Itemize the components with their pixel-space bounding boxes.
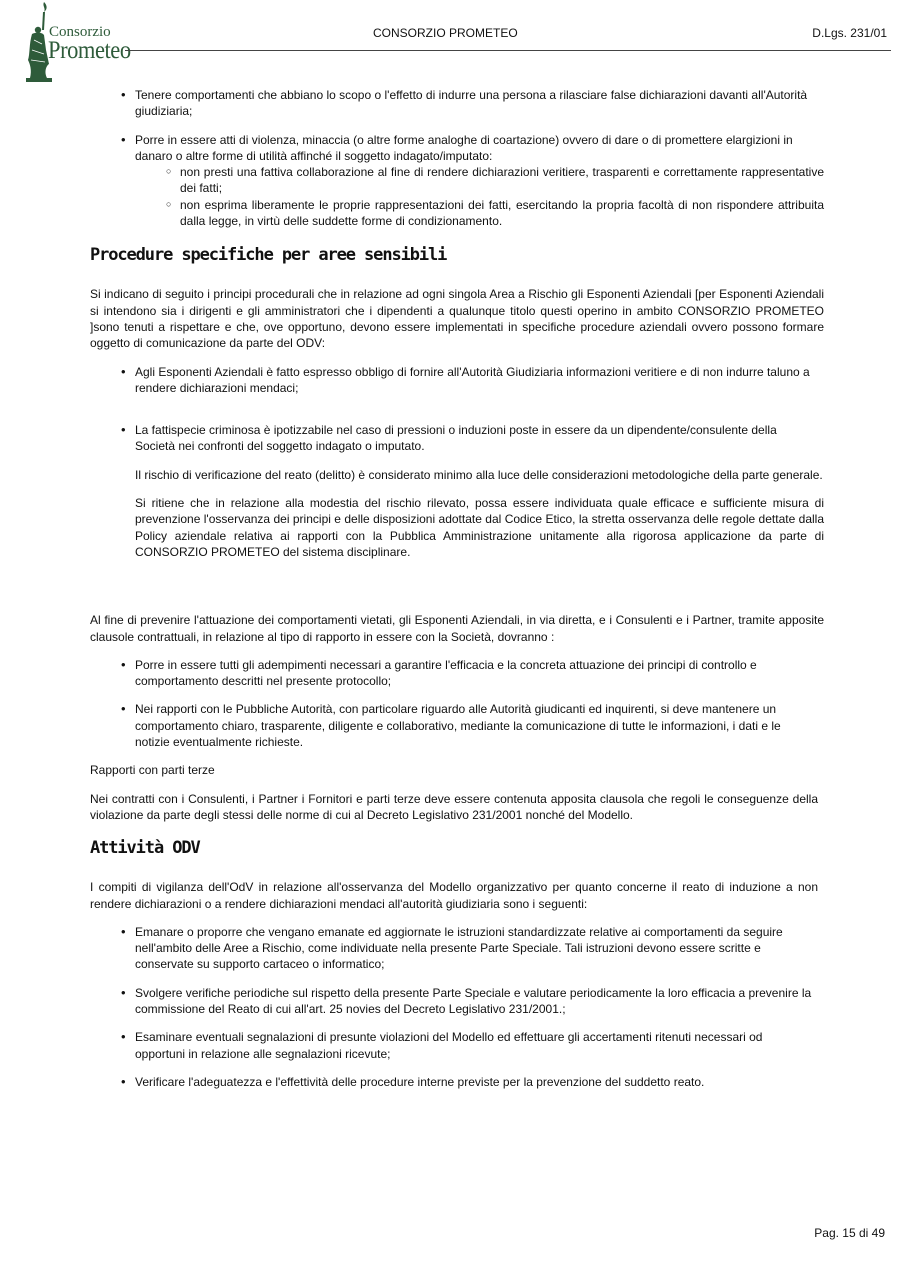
page-body	[90, 87, 824, 1090]
sub-list	[135, 164, 824, 229]
third-parties-text: Nei contratti con i Consulenti, i Partner i Fornitori e parti terze deve essere contenuta apposita clausola che regoli le conseguenze della violazione da parte degli stessi delle norme di cui al Decreto Legislativo 231/2001 nonché del Modello.	[90, 791, 818, 822]
list-item: • Porre in essere tutti gli adempimenti necessari a garantire l'efficacia e la concreta attuazione dei principi di controllo e comportamento descritti nel presente protocollo;	[90, 657, 824, 690]
consorzio-prometeo-logo	[20, 0, 132, 84]
section-title-odv: Attività ODV	[90, 838, 200, 859]
prevention-measure-text: Si ritiene che in relazione alla modestia del rischio rilevato, possa essere individuata quale efficace e sufficiente misura di prevenzione l'osservanza dei principi e delle disposizioni adottate dal Codice Etico, la stretta osservanza delle regole dettate dalla Policy aziendale relativa ai rapporti con la Pubblica Amministrazione unitamente alla rigorosa applicazione da parte di CONSORZIO PROMETEO del sistema disciplinare.	[135, 496, 824, 559]
list-item: • Emanare o proporre che vengano emanate ed aggiornate le istruzioni standardizzate relative ai comportamenti da seguire nell'ambito delle Aree a Rischio, come individuate nella presente Parte Speciale. Tali istruzioni devono essere scritte e conservate su supporto cartaceo o informatico;	[90, 924, 824, 973]
prohibited-conduct-list	[90, 87, 824, 229]
list-item: • Svolgere verifiche periodiche sul rispetto della presente Parte Speciale e valutare periodicamente la loro efficacia a prevenire la commissione del Reato di cui all'art. 25 novies del Decreto Legislativo 231/2001.;	[90, 985, 824, 1018]
logo-text-top: Consorzio	[49, 24, 111, 40]
section-title-procedures: Procedure specifiche per aree sensibili	[90, 245, 447, 266]
header-org-name: CONSORZIO PROMETEO	[373, 26, 518, 40]
list-item: • Esaminare eventuali segnalazioni di presunte violazioni del Modello ed effettuare gli accertamenti ritenuti necessari od opportuni in relazione alle segnalazioni ricevute;	[90, 1029, 824, 1062]
list-item-text: Porre in essere atti di violenza, minaccia (o altre forme analoghe di coartazione) ovvero di dare o di promettere elargizioni in danaro o altre forme di utilità affinché il soggetto indagato/imputato:	[135, 132, 793, 163]
page-header	[0, 0, 911, 88]
third-parties-label: Rapporti con parti terze	[90, 763, 215, 778]
procedures-list	[90, 364, 824, 561]
prevention-intro: Al fine di prevenire l'attuazione dei comportamenti vietati, gli Esponenti Aziendali, in via diretta, e i Consulenti e i Partner, tramite apposite clausole contrattuali, in relazione al tipo di rapporto in essere con la Società, dovranno :	[90, 613, 824, 644]
header-law-reference: D.Lgs. 231/01	[812, 26, 887, 40]
odv-duties-list	[90, 924, 824, 1090]
procedures-intro: Si indicano di seguito i principi procedurali che in relazione ad ogni singola Area a Rischio gli Esponenti Aziendali [per Esponenti Aziendali si intendono sia i dirigenti e gli amministratori che i dipendenti a qualunque titolo questi operino in ambito CONSORZIO PROMETEO ]sono tenuti a rispettare e che, ove opportuno, devono essere implementati in specifiche procedure aziendali ovvero possono formare oggetto di comunicazione da parte del ODV:	[90, 287, 824, 351]
list-item: • Agli Esponenti Aziendali è fatto espresso obbligo di fornire all'Autorità Giudiziaria informazioni veritiere e di non indurre taluno a rendere dichiarazioni mendaci;	[90, 364, 824, 397]
header-divider	[125, 50, 891, 51]
list-item	[90, 422, 824, 560]
logo-text-bottom: Prometeo	[48, 37, 131, 64]
sub-list-item: ○ non presti una fattiva collaborazione al fine di rendere dichiarazioni veritiere, trasparenti e correttamente rappresentative dei fatti;	[135, 164, 824, 197]
sub-list-item: ○ non esprima liberamente le proprie rappresentazioni dei fatti, esercitando la propria facoltà di non rispondere attribuita dalla legge, in virtù delle suddette forme di condizionamento.	[135, 197, 824, 230]
list-item: • Verificare l'adeguatezza e l'effettività delle procedure interne previste per la prevenzione del suddetto reato.	[90, 1074, 824, 1090]
list-item	[90, 132, 824, 230]
odv-intro: I compiti di vigilanza dell'OdV in relazione all'osservanza del Modello organizzativo per quanto concerne il reato di induzione a non rendere dichiarazioni o a rendere dichiarazioni mendaci all'autorità giudiziaria sono i seguenti:	[90, 880, 818, 911]
page-number: Pag. 15 di 49	[814, 1226, 885, 1240]
list-item: • Nei rapporti con le Pubbliche Autorità, con particolare riguardo alle Autorità giudicanti ed inquirenti, si deve mantenere un comportamento chiaro, trasparente, diligente e collaborativo, mediante la comunicazione di tutte le informazioni, i dati e le notizie eventualmente richieste.	[90, 701, 824, 750]
list-item-text: • La fattispecie criminosa è ipotizzabile nel caso di pressioni o induzioni poste in essere da un dipendente/consulente della Società nei confronti del soggetto indagato o imputato.	[135, 423, 777, 454]
prevention-list	[90, 657, 824, 750]
list-item: • Tenere comportamenti che abbiano lo scopo o l'effetto di indurre una persona a rilasciare false dichiarazioni davanti all'Autorità giudiziaria;	[90, 87, 824, 120]
risk-assessment-text: Il rischio di verificazione del reato (delitto) è considerato minimo alla luce delle considerazioni metodologiche della parte generale.	[135, 467, 823, 482]
